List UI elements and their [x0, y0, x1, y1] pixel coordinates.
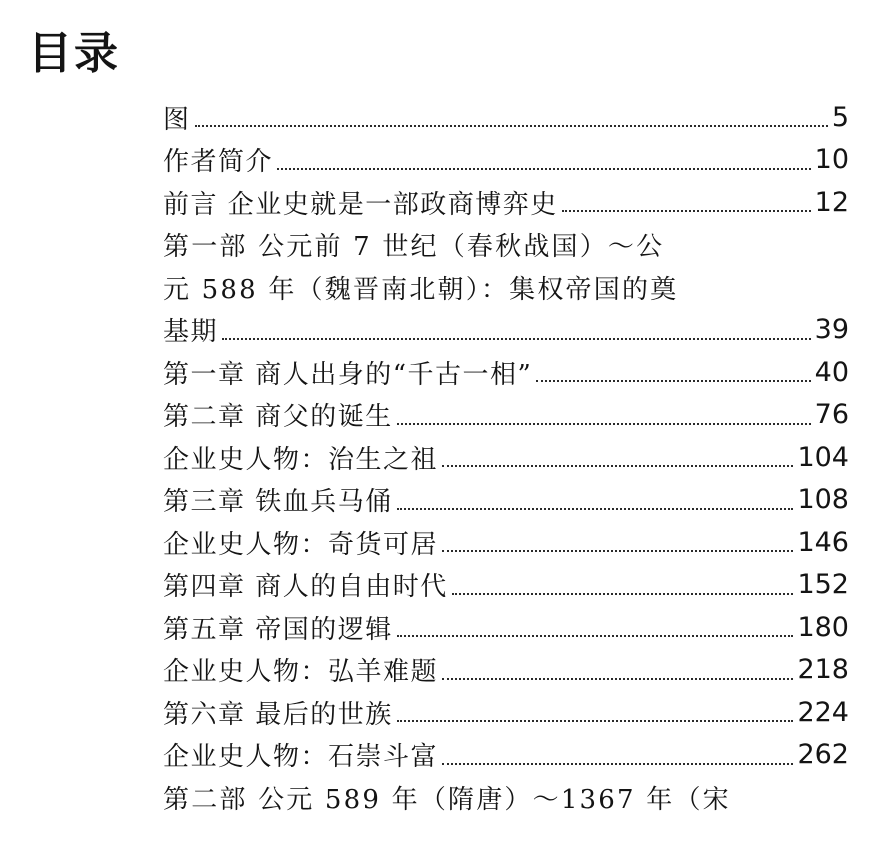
toc-entry-title: 第三章 铁血兵马俑	[163, 487, 393, 518]
toc-entry[interactable]	[163, 394, 849, 437]
dot-leader	[397, 635, 794, 637]
dot-leader	[536, 380, 810, 382]
toc-entry-page: 218	[797, 654, 849, 686]
toc-entry-page: 104	[797, 441, 849, 473]
toc-entry[interactable]	[163, 606, 849, 649]
toc-entry-title: 第二部 公元 589 年（隋唐）～1367 年（宋	[163, 784, 731, 815]
toc-entry-page: 108	[797, 484, 849, 516]
toc-entry[interactable]	[163, 691, 849, 734]
toc-entry[interactable]	[163, 266, 849, 309]
toc-entry-page: 146	[797, 526, 849, 558]
page-title: 目录	[28, 28, 120, 79]
toc-entry-title: 第五章 帝国的逻辑	[163, 614, 393, 645]
dot-leader	[442, 550, 793, 552]
toc-entry[interactable]	[163, 436, 849, 479]
toc-entry-page: 39	[814, 314, 849, 346]
toc-list	[163, 96, 849, 819]
toc-entry-page: 76	[814, 399, 849, 431]
dot-leader	[397, 423, 811, 425]
toc-entry-title: 企业史人物：奇货可居	[163, 529, 439, 560]
toc-entry-title: 前言 企业史就是一部政商博弈史	[163, 189, 558, 220]
dot-leader	[442, 465, 793, 467]
toc-entry-page: 224	[797, 696, 849, 728]
toc-entry-page: 12	[814, 186, 849, 218]
dot-leader	[452, 593, 794, 595]
dot-leader	[442, 763, 793, 765]
toc-entry[interactable]	[163, 521, 849, 564]
toc-entry[interactable]	[163, 139, 849, 182]
toc-entry-page: 152	[797, 569, 849, 601]
dot-leader	[195, 125, 828, 127]
toc-entry-title: 图	[163, 104, 191, 135]
toc-entry[interactable]	[163, 181, 849, 224]
toc-entry-page: 5	[831, 101, 849, 133]
toc-entry-page: 180	[797, 611, 849, 643]
toc-entry[interactable]	[163, 224, 849, 267]
toc-entry-page: 262	[797, 739, 849, 771]
dot-leader	[397, 720, 794, 722]
toc-entry[interactable]	[163, 351, 849, 394]
toc-entry-page: 40	[814, 356, 849, 388]
toc-entry-title: 企业史人物：石崇斗富	[163, 742, 439, 773]
toc-entry[interactable]	[163, 649, 849, 692]
toc-entry-title: 企业史人物：弘羊难题	[163, 657, 439, 688]
dot-leader	[562, 210, 811, 212]
dot-leader	[397, 508, 794, 510]
toc-entry[interactable]	[163, 309, 849, 352]
toc-entry-title: 企业史人物：治生之祖	[163, 444, 439, 475]
toc-entry[interactable]	[163, 734, 849, 777]
toc-entry[interactable]	[163, 479, 849, 522]
toc-entry-title: 第一章 商人出身的“千古一相”	[163, 359, 533, 390]
toc-entry[interactable]	[163, 96, 849, 139]
toc-entry-title: 第六章 最后的世族	[163, 699, 393, 730]
toc-entry-title: 第四章 商人的自由时代	[163, 572, 448, 603]
toc-entry[interactable]	[163, 564, 849, 607]
toc-entry-title: 元 588 年（魏晋南北朝）：集权帝国的奠	[163, 274, 679, 305]
toc-entry-title: 基期	[163, 317, 219, 348]
toc-entry-title: 作者简介	[163, 147, 274, 178]
dot-leader	[222, 338, 811, 340]
dot-leader	[277, 168, 811, 170]
toc-entry-page: 10	[814, 144, 849, 176]
toc-entry-title: 第一部 公元前 7 世纪（春秋战国）～公	[163, 232, 665, 263]
dot-leader	[442, 678, 793, 680]
toc-entry[interactable]	[163, 776, 849, 819]
toc-entry-title: 第二章 商父的诞生	[163, 402, 393, 433]
